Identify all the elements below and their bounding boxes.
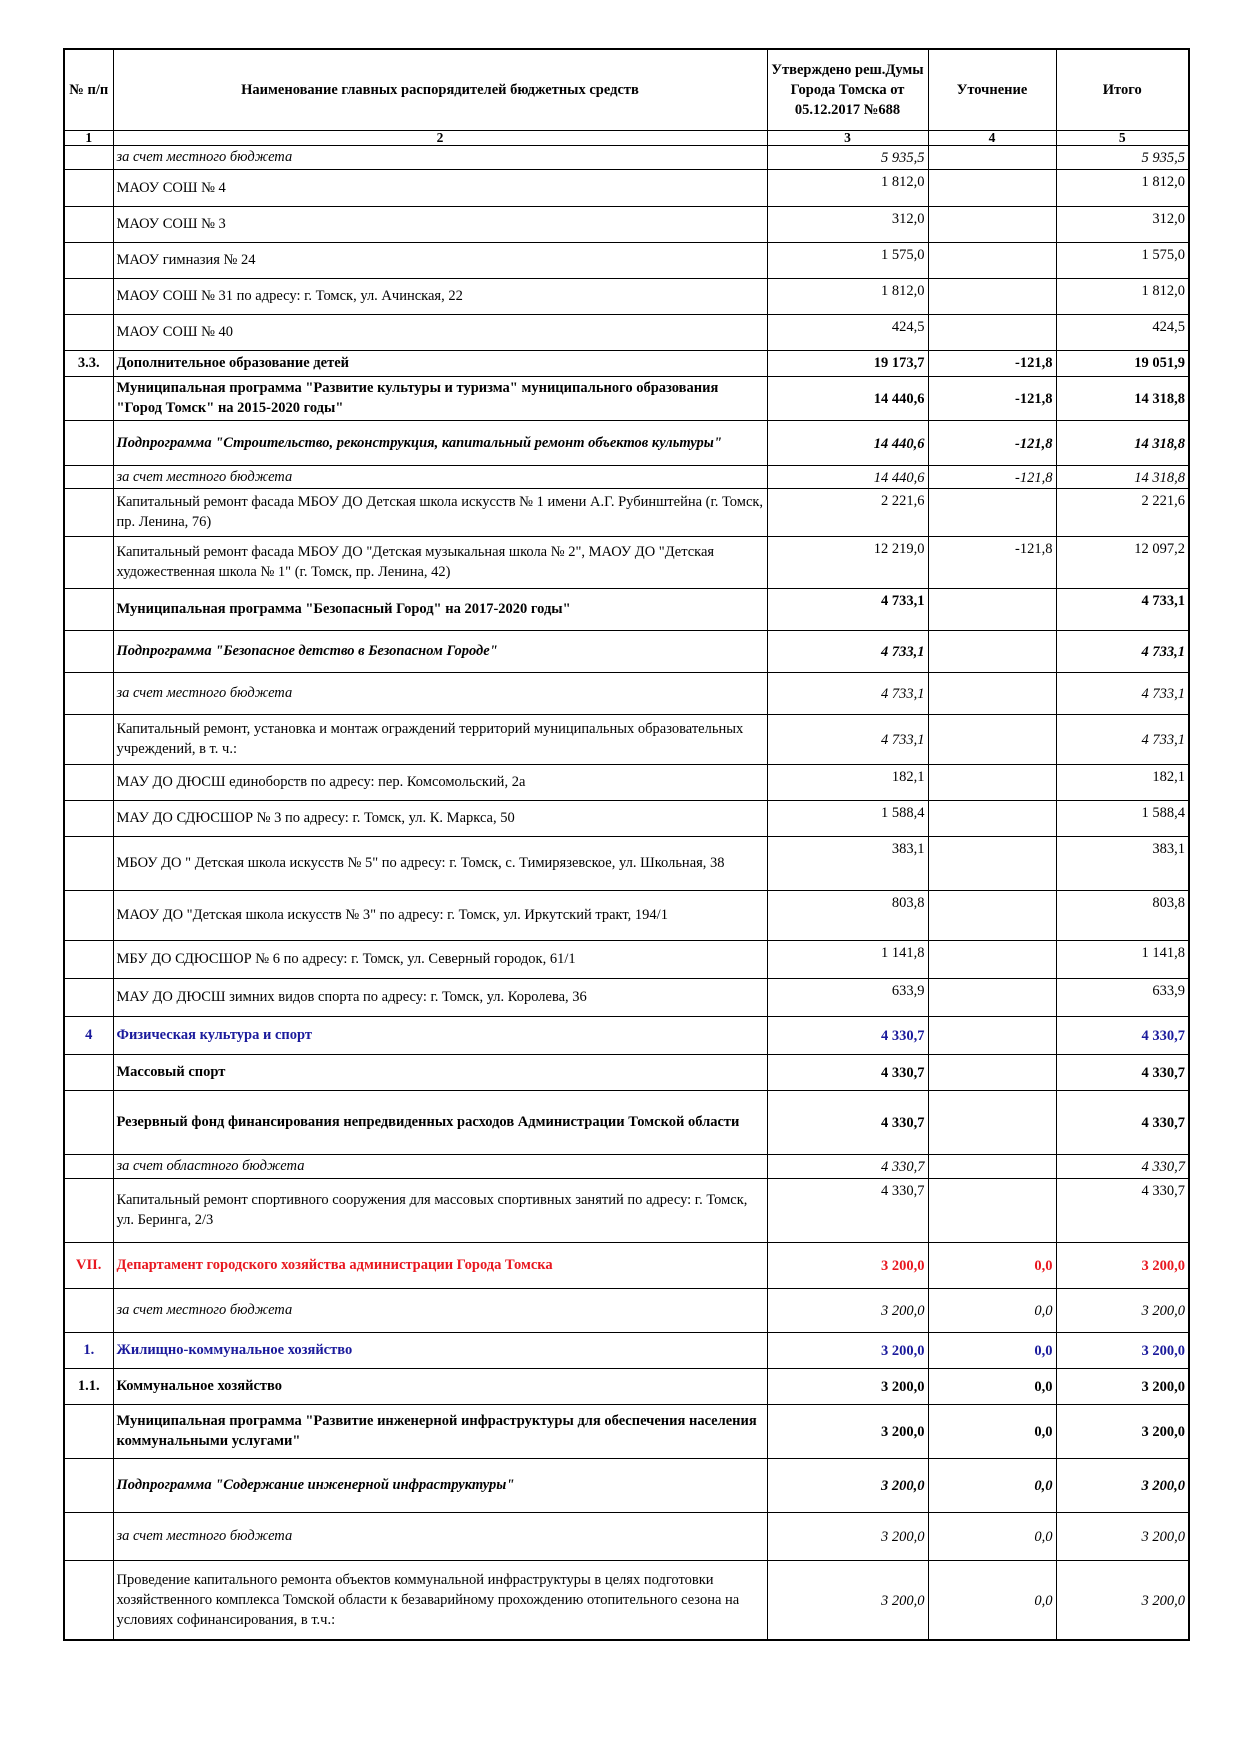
row-approved: 3 200,0 bbox=[767, 1404, 928, 1458]
table-row bbox=[64, 940, 1189, 978]
row-approved: 3 200,0 bbox=[767, 1242, 928, 1288]
row-name: МАОУ СОШ № 31 по адресу: г. Томск, ул. Ачинская, 22 bbox=[113, 278, 767, 314]
row-total: 12 097,2 bbox=[1056, 536, 1189, 588]
row-name: Капитальный ремонт фасада МБОУ ДО Детская школа искусств № 1 имени А.Г. Рубинштейна (г. Томск, пр. Ленина, 76) bbox=[113, 488, 767, 536]
row-approved: 4 733,1 bbox=[767, 714, 928, 764]
table-row bbox=[64, 1512, 1189, 1560]
row-total: 3 200,0 bbox=[1056, 1288, 1189, 1332]
table-row bbox=[64, 420, 1189, 465]
row-number bbox=[64, 314, 113, 350]
row-number bbox=[64, 420, 113, 465]
row-approved: 803,8 bbox=[767, 890, 928, 940]
row-change bbox=[928, 278, 1056, 314]
row-total: 4 733,1 bbox=[1056, 714, 1189, 764]
table-row bbox=[64, 1154, 1189, 1178]
row-approved: 3 200,0 bbox=[767, 1288, 928, 1332]
row-number bbox=[64, 1178, 113, 1242]
row-total: 5 935,5 bbox=[1056, 145, 1189, 169]
row-number bbox=[64, 1054, 113, 1090]
row-change bbox=[928, 978, 1056, 1016]
row-name: Массовый спорт bbox=[113, 1054, 767, 1090]
row-number bbox=[64, 1560, 113, 1640]
row-total: 14 318,8 bbox=[1056, 420, 1189, 465]
budget-table-sheet bbox=[63, 48, 1188, 1641]
row-number bbox=[64, 1404, 113, 1458]
row-approved: 19 173,7 bbox=[767, 350, 928, 376]
header-name: Наименование главных распорядителей бюджетных средств bbox=[113, 49, 767, 130]
table-row bbox=[64, 536, 1189, 588]
row-name: за счет местного бюджета bbox=[113, 1512, 767, 1560]
row-change bbox=[928, 1016, 1056, 1054]
row-change bbox=[928, 890, 1056, 940]
row-approved: 312,0 bbox=[767, 206, 928, 242]
row-number: 4 bbox=[64, 1016, 113, 1054]
row-total: 633,9 bbox=[1056, 978, 1189, 1016]
header-change: Уточнение bbox=[928, 49, 1056, 130]
row-change bbox=[928, 1054, 1056, 1090]
row-total: 4 330,7 bbox=[1056, 1178, 1189, 1242]
table-row bbox=[64, 1178, 1189, 1242]
row-number: 1. bbox=[64, 1332, 113, 1368]
row-approved: 4 733,1 bbox=[767, 588, 928, 630]
row-name: МАОУ гимназия № 24 bbox=[113, 242, 767, 278]
table-row bbox=[64, 314, 1189, 350]
column-index-row bbox=[64, 130, 1189, 145]
row-number: 3.3. bbox=[64, 350, 113, 376]
table-row bbox=[64, 1054, 1189, 1090]
row-name: МБУ ДО СДЮСШОР № 6 по адресу: г. Томск, ул. Северный городок, 61/1 bbox=[113, 940, 767, 978]
column-index: 3 bbox=[767, 130, 928, 145]
row-change: 0,0 bbox=[928, 1404, 1056, 1458]
row-change bbox=[928, 145, 1056, 169]
row-number bbox=[64, 169, 113, 206]
row-name: за счет областного бюджета bbox=[113, 1154, 767, 1178]
row-change: 0,0 bbox=[928, 1332, 1056, 1368]
row-approved: 1 141,8 bbox=[767, 940, 928, 978]
row-total: 3 200,0 bbox=[1056, 1368, 1189, 1404]
column-index: 5 bbox=[1056, 130, 1189, 145]
table-row bbox=[64, 630, 1189, 672]
table-row bbox=[64, 169, 1189, 206]
header-row bbox=[64, 49, 1189, 130]
row-approved: 383,1 bbox=[767, 836, 928, 890]
row-number bbox=[64, 630, 113, 672]
row-name: МАУ ДО СДЮСШОР № 3 по адресу: г. Томск, ул. К. Маркса, 50 bbox=[113, 800, 767, 836]
column-index: 1 bbox=[64, 130, 113, 145]
row-change bbox=[928, 1154, 1056, 1178]
row-change bbox=[928, 800, 1056, 836]
row-approved: 14 440,6 bbox=[767, 420, 928, 465]
table-row bbox=[64, 242, 1189, 278]
row-name: Подпрограмма "Безопасное детство в Безопасном Городе" bbox=[113, 630, 767, 672]
row-name: Капитальный ремонт спортивного сооружения для массовых спортивных занятий по адресу: г. Томск, ул. Беринга, 2/3 bbox=[113, 1178, 767, 1242]
row-number bbox=[64, 1154, 113, 1178]
row-change bbox=[928, 836, 1056, 890]
row-total: 14 318,8 bbox=[1056, 376, 1189, 420]
row-total: 1 141,8 bbox=[1056, 940, 1189, 978]
row-total: 3 200,0 bbox=[1056, 1512, 1189, 1560]
table-row bbox=[64, 714, 1189, 764]
row-change bbox=[928, 714, 1056, 764]
row-name: МАОУ СОШ № 3 bbox=[113, 206, 767, 242]
table-row bbox=[64, 1368, 1189, 1404]
table-row bbox=[64, 145, 1189, 169]
row-name: Муниципальная программа "Развитие инженерной инфраструктуры для обеспечения населения коммунальными услугами" bbox=[113, 1404, 767, 1458]
row-approved: 12 219,0 bbox=[767, 536, 928, 588]
row-total: 312,0 bbox=[1056, 206, 1189, 242]
row-approved: 1 812,0 bbox=[767, 169, 928, 206]
row-total: 3 200,0 bbox=[1056, 1560, 1189, 1640]
row-number bbox=[64, 940, 113, 978]
row-number bbox=[64, 800, 113, 836]
row-change: -121,8 bbox=[928, 465, 1056, 488]
row-total: 383,1 bbox=[1056, 836, 1189, 890]
row-name: Физическая культура и спорт bbox=[113, 1016, 767, 1054]
table-row bbox=[64, 1332, 1189, 1368]
row-change bbox=[928, 1178, 1056, 1242]
table-row bbox=[64, 836, 1189, 890]
row-change: -121,8 bbox=[928, 376, 1056, 420]
row-name: Жилищно-коммунальное хозяйство bbox=[113, 1332, 767, 1368]
row-total: 1 575,0 bbox=[1056, 242, 1189, 278]
row-number bbox=[64, 242, 113, 278]
row-approved: 4 330,7 bbox=[767, 1154, 928, 1178]
row-number bbox=[64, 488, 113, 536]
table-row bbox=[64, 1404, 1189, 1458]
row-approved: 1 812,0 bbox=[767, 278, 928, 314]
table-row bbox=[64, 1458, 1189, 1512]
row-number bbox=[64, 206, 113, 242]
row-approved: 182,1 bbox=[767, 764, 928, 800]
row-change bbox=[928, 630, 1056, 672]
row-name: Подпрограмма "Строительство, реконструкция, капитальный ремонт объектов культуры" bbox=[113, 420, 767, 465]
table-row bbox=[64, 376, 1189, 420]
row-name: Дополнительное образование детей bbox=[113, 350, 767, 376]
row-number bbox=[64, 672, 113, 714]
row-total: 4 733,1 bbox=[1056, 672, 1189, 714]
row-number bbox=[64, 1090, 113, 1154]
row-total: 3 200,0 bbox=[1056, 1404, 1189, 1458]
row-change: -121,8 bbox=[928, 536, 1056, 588]
row-number bbox=[64, 764, 113, 800]
row-name: за счет местного бюджета bbox=[113, 465, 767, 488]
row-number bbox=[64, 890, 113, 940]
row-change bbox=[928, 1090, 1056, 1154]
row-number bbox=[64, 978, 113, 1016]
row-approved: 4 733,1 bbox=[767, 672, 928, 714]
row-name: МАОУ ДО "Детская школа искусств № 3" по адресу: г. Томск, ул. Иркутский тракт, 194/1 bbox=[113, 890, 767, 940]
row-approved: 4 330,7 bbox=[767, 1054, 928, 1090]
table-row bbox=[64, 588, 1189, 630]
row-number bbox=[64, 588, 113, 630]
row-change: 0,0 bbox=[928, 1560, 1056, 1640]
row-change bbox=[928, 764, 1056, 800]
row-name: Коммунальное хозяйство bbox=[113, 1368, 767, 1404]
row-total: 4 330,7 bbox=[1056, 1054, 1189, 1090]
header-approved: Утверждено реш.Думы Города Томска от 05.12.2017 №688 bbox=[767, 49, 928, 130]
row-change bbox=[928, 242, 1056, 278]
row-change bbox=[928, 940, 1056, 978]
table-row bbox=[64, 1288, 1189, 1332]
row-name: за счет местного бюджета bbox=[113, 145, 767, 169]
row-change bbox=[928, 206, 1056, 242]
row-change bbox=[928, 588, 1056, 630]
row-change: 0,0 bbox=[928, 1242, 1056, 1288]
row-number bbox=[64, 145, 113, 169]
row-number bbox=[64, 1458, 113, 1512]
row-number bbox=[64, 465, 113, 488]
row-number bbox=[64, 1512, 113, 1560]
row-number: 1.1. bbox=[64, 1368, 113, 1404]
row-approved: 633,9 bbox=[767, 978, 928, 1016]
row-total: 1 588,4 bbox=[1056, 800, 1189, 836]
row-total: 2 221,6 bbox=[1056, 488, 1189, 536]
row-total: 803,8 bbox=[1056, 890, 1189, 940]
row-approved: 3 200,0 bbox=[767, 1512, 928, 1560]
budget-table bbox=[63, 48, 1190, 1641]
table-row bbox=[64, 1560, 1189, 1640]
header-total: Итого bbox=[1056, 49, 1189, 130]
row-change bbox=[928, 314, 1056, 350]
row-change: 0,0 bbox=[928, 1288, 1056, 1332]
row-name: Департамент городского хозяйства администрации Города Томска bbox=[113, 1242, 767, 1288]
row-change: 0,0 bbox=[928, 1368, 1056, 1404]
row-approved: 1 575,0 bbox=[767, 242, 928, 278]
row-change bbox=[928, 488, 1056, 536]
row-approved: 1 588,4 bbox=[767, 800, 928, 836]
row-approved: 4 733,1 bbox=[767, 630, 928, 672]
row-name: Капитальный ремонт фасада МБОУ ДО "Детская музыкальная школа № 2", МАОУ ДО "Детская художественная школа № 1" (г. Томск, пр. Ленина, 42) bbox=[113, 536, 767, 588]
row-approved: 3 200,0 bbox=[767, 1368, 928, 1404]
row-total: 14 318,8 bbox=[1056, 465, 1189, 488]
row-name: МАОУ СОШ № 40 bbox=[113, 314, 767, 350]
row-approved: 2 221,6 bbox=[767, 488, 928, 536]
row-number bbox=[64, 278, 113, 314]
row-change: -121,8 bbox=[928, 420, 1056, 465]
row-approved: 4 330,7 bbox=[767, 1016, 928, 1054]
table-row bbox=[64, 350, 1189, 376]
row-approved: 3 200,0 bbox=[767, 1458, 928, 1512]
row-change: -121,8 bbox=[928, 350, 1056, 376]
table-row bbox=[64, 465, 1189, 488]
row-approved: 14 440,6 bbox=[767, 465, 928, 488]
row-approved: 424,5 bbox=[767, 314, 928, 350]
table-row bbox=[64, 278, 1189, 314]
row-number bbox=[64, 376, 113, 420]
row-total: 424,5 bbox=[1056, 314, 1189, 350]
header-number: № п/п bbox=[64, 49, 113, 130]
row-approved: 4 330,7 bbox=[767, 1178, 928, 1242]
row-total: 3 200,0 bbox=[1056, 1332, 1189, 1368]
row-total: 1 812,0 bbox=[1056, 169, 1189, 206]
row-name: Муниципальная программа "Безопасный Город" на 2017-2020 годы" bbox=[113, 588, 767, 630]
row-total: 4 330,7 bbox=[1056, 1154, 1189, 1178]
row-total: 19 051,9 bbox=[1056, 350, 1189, 376]
row-change: 0,0 bbox=[928, 1512, 1056, 1560]
row-approved: 5 935,5 bbox=[767, 145, 928, 169]
table-row bbox=[64, 672, 1189, 714]
row-approved: 4 330,7 bbox=[767, 1090, 928, 1154]
row-approved: 3 200,0 bbox=[767, 1332, 928, 1368]
row-name: МАОУ СОШ № 4 bbox=[113, 169, 767, 206]
table-row bbox=[64, 488, 1189, 536]
table-row bbox=[64, 800, 1189, 836]
row-total: 3 200,0 bbox=[1056, 1242, 1189, 1288]
row-change: 0,0 bbox=[928, 1458, 1056, 1512]
table-row bbox=[64, 890, 1189, 940]
row-total: 4 330,7 bbox=[1056, 1090, 1189, 1154]
table-row bbox=[64, 1016, 1189, 1054]
row-number bbox=[64, 714, 113, 764]
table-row bbox=[64, 1090, 1189, 1154]
row-number: VII. bbox=[64, 1242, 113, 1288]
row-total: 1 812,0 bbox=[1056, 278, 1189, 314]
row-total: 4 330,7 bbox=[1056, 1016, 1189, 1054]
row-number bbox=[64, 836, 113, 890]
row-change bbox=[928, 672, 1056, 714]
row-number bbox=[64, 536, 113, 588]
row-name: МБОУ ДО " Детская школа искусств № 5" по адресу: г. Томск, с. Тимирязевское, ул. Школьная, 38 bbox=[113, 836, 767, 890]
row-name: Капитальный ремонт, установка и монтаж ограждений территорий муниципальных образовательных учреждений, в т. ч.: bbox=[113, 714, 767, 764]
row-name: Проведение капитального ремонта объектов коммунальной инфраструктуры в целях подготовки хозяйственного комплекса Томской области к безаварийному прохождению отопительного сезона на условиях софинансирования, в т.ч.: bbox=[113, 1560, 767, 1640]
row-approved: 3 200,0 bbox=[767, 1560, 928, 1640]
row-name: Подпрограмма "Содержание инженерной инфраструктуры" bbox=[113, 1458, 767, 1512]
row-name: МАУ ДО ДЮСШ зимних видов спорта по адресу: г. Томск, ул. Королева, 36 bbox=[113, 978, 767, 1016]
row-number bbox=[64, 1288, 113, 1332]
row-name: МАУ ДО ДЮСШ единоборств по адресу: пер. Комсомольский, 2а bbox=[113, 764, 767, 800]
row-total: 3 200,0 bbox=[1056, 1458, 1189, 1512]
row-name: за счет местного бюджета bbox=[113, 1288, 767, 1332]
table-row bbox=[64, 978, 1189, 1016]
row-name: Муниципальная программа "Развитие культуры и туризма" муниципального образования "Город Томск" на 2015-2020 годы" bbox=[113, 376, 767, 420]
row-name: за счет местного бюджета bbox=[113, 672, 767, 714]
table-row bbox=[64, 1242, 1189, 1288]
column-index: 4 bbox=[928, 130, 1056, 145]
row-name: Резервный фонд финансирования непредвиденных расходов Администрации Томской области bbox=[113, 1090, 767, 1154]
table-row bbox=[64, 764, 1189, 800]
column-index: 2 bbox=[113, 130, 767, 145]
row-approved: 14 440,6 bbox=[767, 376, 928, 420]
table-row bbox=[64, 206, 1189, 242]
row-total: 4 733,1 bbox=[1056, 588, 1189, 630]
row-total: 182,1 bbox=[1056, 764, 1189, 800]
row-change bbox=[928, 169, 1056, 206]
row-total: 4 733,1 bbox=[1056, 630, 1189, 672]
